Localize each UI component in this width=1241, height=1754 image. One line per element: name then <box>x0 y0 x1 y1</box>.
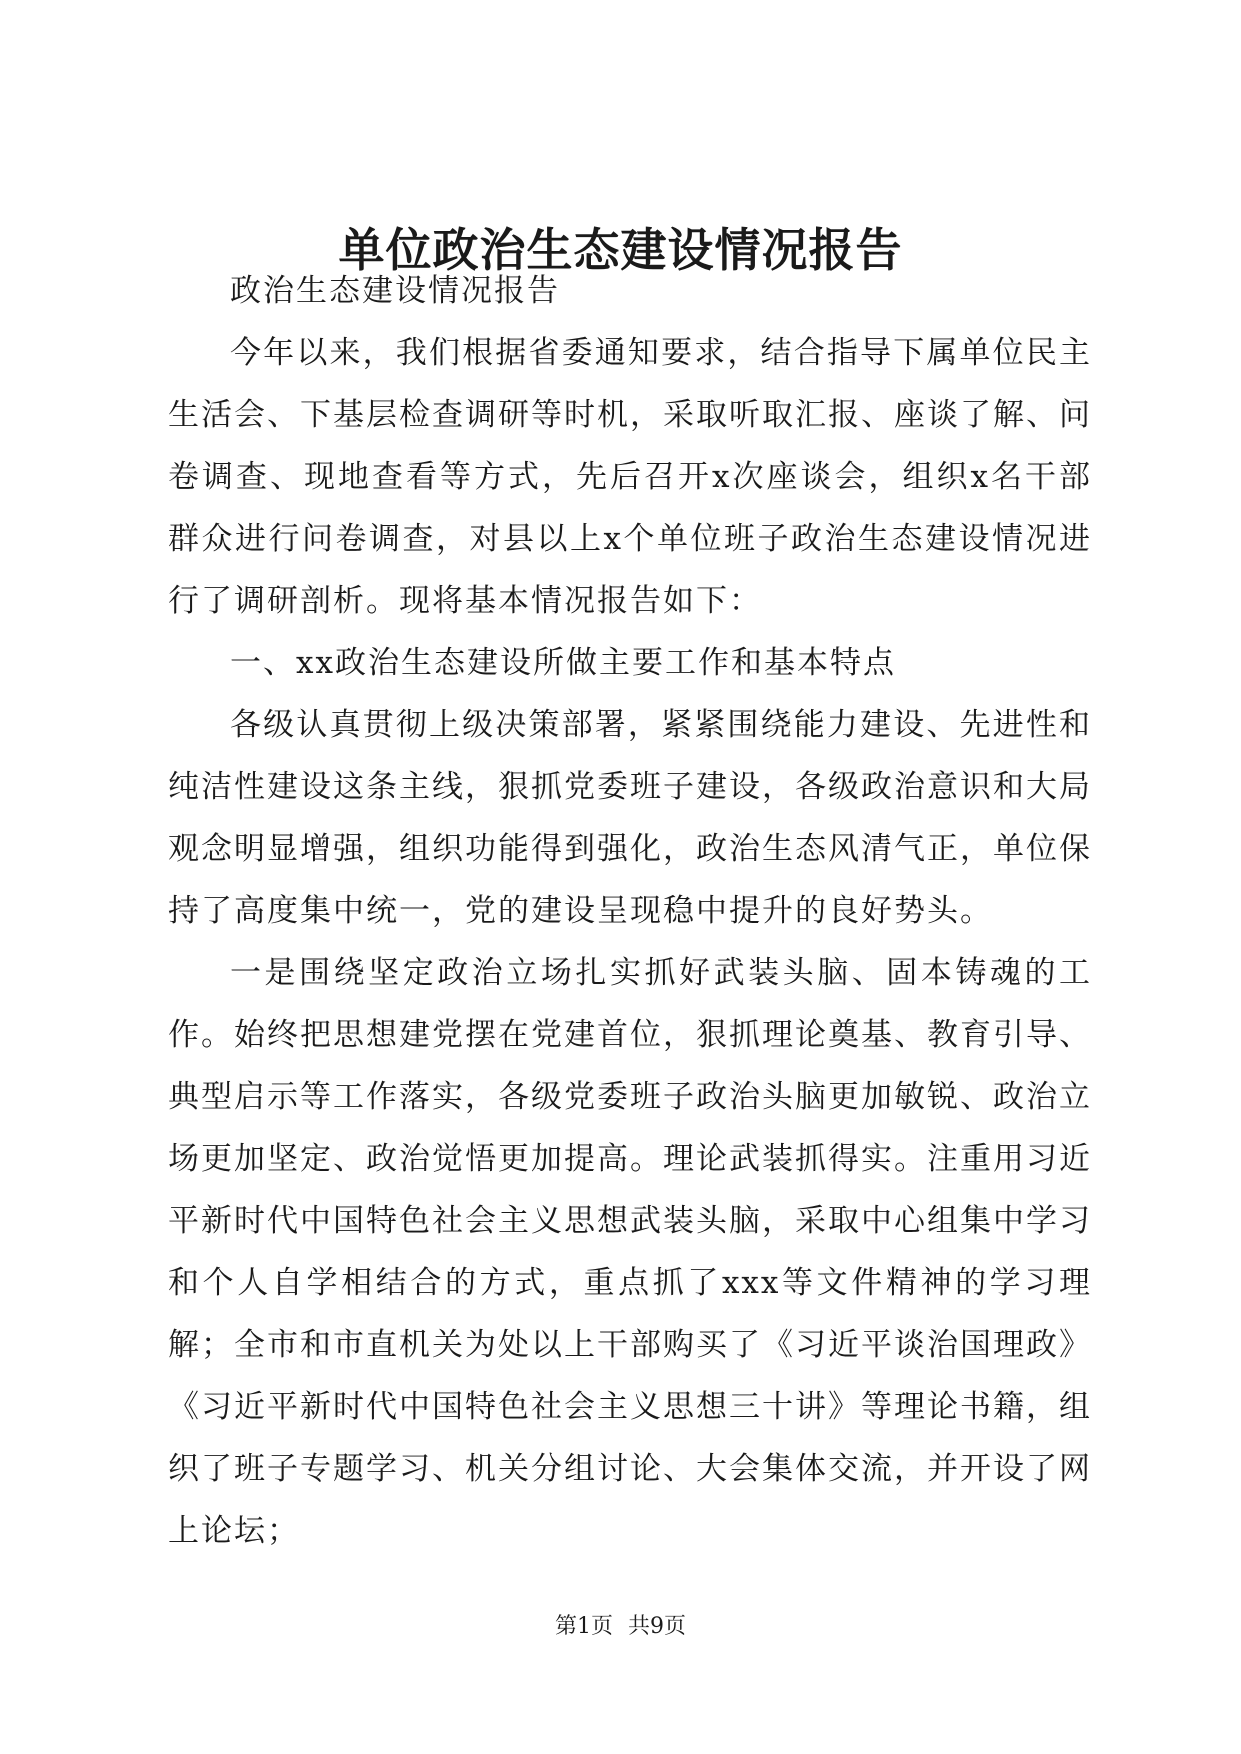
subtitle-paragraph: 政治生态建设情况报告 <box>230 273 560 309</box>
section-heading: 一、xx政治生态建设所做主要工作和基本特点 <box>230 645 896 681</box>
intro-paragraph: 今年以来，我们根据省委通知要求，结合指导下属单位民主生活会、下基层检查调研等时机，采取听取汇报、座谈了解、问卷调查、现地查看等方式，先后召开x次座谈会，组织x名干部群众进行问卷调查，对县以上x个单位班子政治生态建设情况进行了调研剖析。现将基本情况报告如下： <box>168 335 1092 619</box>
document-title: 单位政治生态建设情况报告 <box>338 223 903 277</box>
body-paragraph: 一是围绕坚定政治立场扎实抓好武装头脑、固本铸魂的工作。始终把思想建党摆在党建首位，狠抓理论奠基、教育引导、典型启示等工作落实，各级党委班子政治头脑更加敏锐、政治立场更加坚定、政治觉悟更加提高。理论武装抓得实。注重用习近平新时代中国特色社会主义思想武装头脑，采取中心组集中学习和个人自学相结合的方式，重点抓了xxx等文件精神的学习理解；全市和市直机关为处以上干部购买了《习近平谈治国理政》《习近平新时代中国特色社会主义思想三十讲》等理论书籍，组织了班子专题学习、机关分组讨论、大会集体交流，并开设了网上论坛； <box>168 955 1092 1549</box>
page-footer <box>0 1612 1241 1642</box>
page-total: 共9页 <box>628 1614 686 1639</box>
body-paragraph: 各级认真贯彻上级决策部署，紧紧围绕能力建设、先进性和纯洁性建设这条主线，狠抓党委班子建设，各级政治意识和大局观念明显增强，组织功能得到强化，政治生态风清气正，单位保持了高度集中统一，党的建设呈现稳中提升的良好势头。 <box>168 707 1092 929</box>
document-body <box>168 260 1092 1562</box>
page-number: 第1页 <box>555 1614 613 1639</box>
